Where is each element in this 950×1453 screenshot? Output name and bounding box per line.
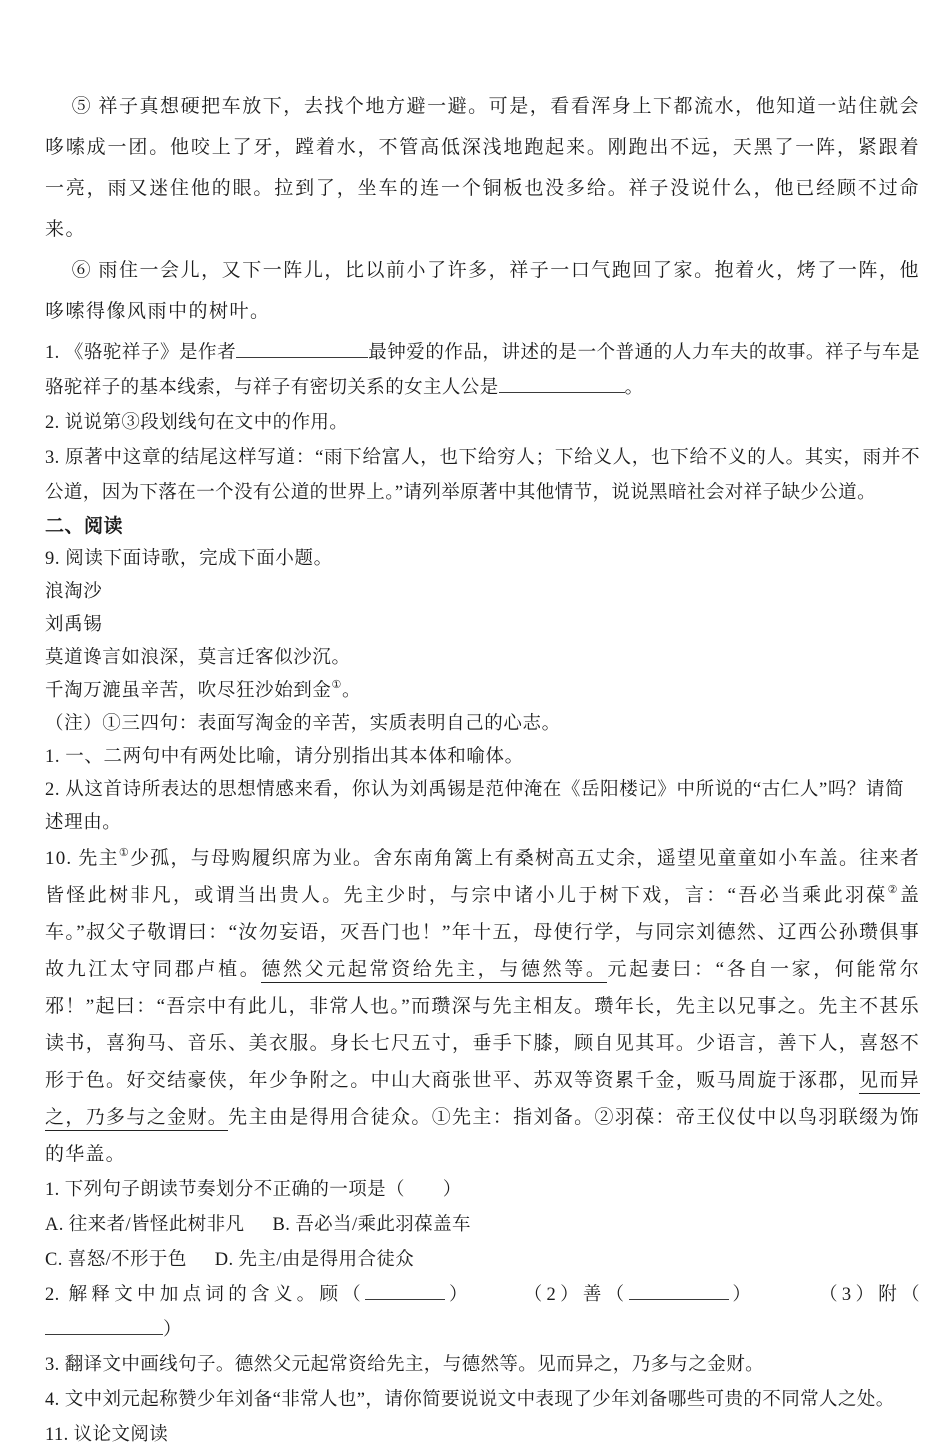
- poem-title: 浪淘沙: [45, 582, 103, 602]
- answer-blank-gu: [365, 1283, 445, 1300]
- classical-question-4: 4. 文中刘元起称赞少年刘备“非常人也”，请你简要说说文中表现了少年刘备哪些可贵的不同常人之处。: [45, 1390, 895, 1410]
- answer-blank-fu: [45, 1318, 163, 1335]
- classical-question-2: [45, 1278, 920, 1348]
- term-gu-close: ）: [445, 1285, 472, 1305]
- novel-question-3: 3. 原著中这章的结尾这样写道：“雨下给富人，也下给穷人；下给义人，也下给不义的人。其实，雨并不公道，因为下落在一个没有公道的世界上。”请列举原著中其他情节，说说黑暗社会对祥子缺少公道。: [45, 448, 920, 503]
- underlined-sentence-2: 见而异之，乃多与之金财。: [45, 1070, 920, 1131]
- passage-text: 少孤，与母购履织席为业。舍东南角篱上有桑树高五丈余，遥望见童童如小车盖。往来者皆怪此树非凡，或谓当出贵人。先主少时，与宗中诸小儿于树下戏，言：“吾必当乘此羽葆: [45, 848, 920, 906]
- option-a: A. 往来者/皆怪此树非凡: [45, 1215, 245, 1235]
- question-1-text-pre: 1. 《骆驼祥子》是作者: [45, 343, 237, 363]
- poem-line-1: 莫道谗言如浪深，莫言迁客似沙沉。: [45, 648, 351, 668]
- term-shan-close: ）: [728, 1285, 756, 1305]
- poem-line-2: [45, 675, 920, 708]
- novel-paragraph-5: ⑤ 祥子真想硬把车放下，去找个地方避一避。可是，看看浑身上下都流水，他知道一站住就会哆嗦成一团。他咬上了牙，蹚着水，不管高低深浅地跑起来。刚跑出不远，天黑了一阵，紧跟着一亮，雨又迷住他的眼。拉到了，坐车的连一个铜板也没多给。祥子没说什么，他已经顾不过命来。: [45, 96, 920, 240]
- classical-question-3: 3. 翻译文中画线句子。德然父元起常资给先主，与德然等。见而异之，乃多与之金财。: [45, 1355, 765, 1375]
- classical-options-ab: [45, 1208, 920, 1243]
- answer-blank-shan: [629, 1283, 729, 1300]
- poem-question-1: 1. 一、二两句中有两处比喻，请分别指出其本体和喻体。: [45, 747, 524, 767]
- answer-blank-heroine: [499, 376, 625, 393]
- term-gu-label: 顾（: [319, 1285, 366, 1305]
- passage-number: 10.: [45, 848, 79, 869]
- section-heading-reading: 二、阅读: [45, 516, 124, 537]
- passage-footnotes: ①先主：指刘备。②羽葆：帝王仪仗中以鸟羽联缀为饰的华盖。: [45, 1107, 920, 1165]
- passage-text: 先主由是得用合徒众。: [228, 1107, 432, 1128]
- footnote-marker-yubao: ②: [887, 883, 900, 896]
- option-c: C. 喜怒/不形于色: [45, 1250, 187, 1270]
- poem-note: （注）①三四句：表面写淘金的辛苦，实质表明自己的心志。: [45, 714, 561, 734]
- footnote-marker-1: ①: [331, 678, 342, 691]
- question-11-heading: 11. 议论文阅读: [45, 1425, 169, 1445]
- poem-section-intro: 9. 阅读下面诗歌，完成下面小题。: [45, 549, 333, 569]
- novel-paragraph-6: ⑥ 雨住一会儿，又下一阵儿，比以前小了许多，祥子一口气跑回了家。抱着火，烤了一阵，他哆嗦得像风雨中的树叶。: [45, 260, 920, 322]
- underlined-sentence-1: 德然父元起常资给先主，与德然等。: [261, 959, 607, 983]
- classical-options-cd: [45, 1243, 920, 1278]
- passage-text: 元起妻曰：“各自一家，何能常尔邪！”起曰：“吾宗中有此儿，非常人也。”而瓒深与先主相友。瓒年长，先主以兄事之。先主不甚乐读书，喜狗马、音乐、美衣服。身长七尺五寸，垂手下膝，顾自见其耳。少语言，善下人，喜怒不形于色。好交结豪侠，年少争附之。中山大商张世平、苏双等资累千金，贩马周旋于涿郡，: [45, 959, 920, 1091]
- poem-question-2: 2. 从这首诗所表达的思想情感来看，你认为刘禹锡是范仲淹在《岳阳楼记》中所说的“古仁人”吗？请简述理由。: [45, 780, 905, 833]
- novel-question-1: [45, 336, 920, 406]
- term-shan-label: （2）善（: [519, 1285, 629, 1305]
- poem-author: 刘禹锡: [45, 615, 103, 635]
- classical-question-1: 1. 下列句子朗读节奏划分不正确的一项是（ ）: [45, 1180, 462, 1200]
- poem-line-2-period: 。: [341, 681, 362, 701]
- term-fu-close: ）: [163, 1320, 182, 1340]
- question-1-text-end: 。: [624, 378, 644, 398]
- option-b: B. 吾必当/乘此羽葆盖车: [272, 1215, 471, 1235]
- passage-text: 盖车。”叔父子敬谓曰：“汝勿妄语，灭吾门也！”年十五，母使行学，与同宗刘德然、辽西公孙瓒俱事故九江太守同郡卢植。: [45, 885, 921, 980]
- answer-blank-author: [236, 341, 368, 358]
- footnote-marker-xianzhu: ①: [118, 846, 130, 859]
- question-2-intro: 2. 解释文中加点词的含义。: [45, 1285, 320, 1305]
- novel-question-2: 2. 说说第③段划线句在文中的作用。: [45, 413, 349, 433]
- classical-passage: [45, 840, 920, 1173]
- passage-text: 先主: [78, 848, 119, 869]
- question-1-text-mid: 最钟爱的作品，讲述的是一个普通的人力车夫的故事。祥子与车是骆驼祥子的基本线索，与祥子有密切关系的女主人公是: [45, 343, 920, 398]
- option-d: D. 先主/由是得用合徒众: [214, 1250, 415, 1270]
- term-fu-label: （3）附（: [815, 1285, 920, 1305]
- poem-line-2-text: 千淘万漉虽辛苦，吹尽狂沙始到金: [45, 681, 332, 701]
